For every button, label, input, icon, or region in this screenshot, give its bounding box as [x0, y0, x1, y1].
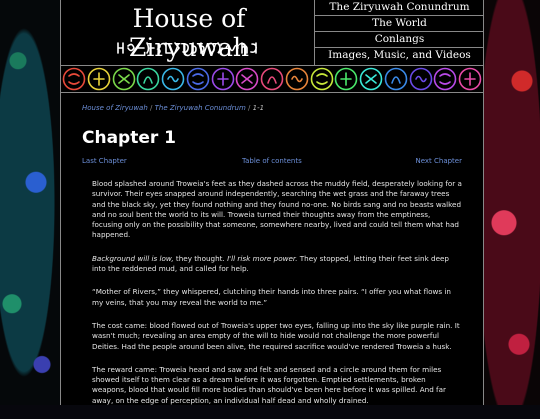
- chapter-navigation: [82, 157, 462, 169]
- main-content: [82, 104, 462, 419]
- main-nav: [314, 0, 484, 65]
- paragraph: “Mother of Rivers,” they whispered, clutching their hands into three pairs. “I offer you what flows in my veins, that you may reveal the world to me.”: [92, 287, 451, 307]
- sigil-icon: [260, 67, 284, 91]
- paragraph-text: they thought.: [173, 253, 228, 263]
- sigil-icon: [458, 67, 482, 91]
- next-chapter-link[interactable]: Next Chapter: [415, 157, 462, 165]
- site-header: [61, 0, 483, 66]
- page-frame: [60, 0, 484, 405]
- breadcrumb-current: 1-1: [252, 104, 265, 112]
- breadcrumb-separator: /: [248, 104, 251, 112]
- italic-thought: Background will is low,: [92, 253, 174, 263]
- breadcrumb-home-link[interactable]: House of Ziryuwah: [82, 104, 148, 112]
- site-brand[interactable]: [61, 0, 314, 65]
- nav-item-the-world[interactable]: The World: [315, 16, 484, 32]
- sigil-icon: [87, 67, 111, 91]
- sigil-icon: [334, 67, 358, 91]
- sigil-icon: [186, 67, 210, 91]
- nav-item-ziryuwah-conundrum[interactable]: The Ziryuwah Conundrum: [315, 0, 484, 16]
- sigil-icon: [235, 67, 259, 91]
- breadcrumb-section-link[interactable]: The Ziryuwah Conundrum: [154, 104, 246, 112]
- paragraph-text: They stopped, letting their feet sink deep into the reddened mud, and called for help.: [92, 253, 449, 274]
- sigil-icon: [62, 67, 86, 91]
- sigil-icon: [409, 67, 433, 91]
- page-title: Chapter 1: [82, 128, 177, 148]
- site-title[interactable]: House of Ziryuwah: [129, 4, 249, 62]
- sigil-icon: [211, 67, 235, 91]
- nav-item-images-music-videos[interactable]: Images, Music, and Videos: [328, 49, 471, 61]
- sigil-icon: [359, 67, 383, 91]
- paragraph: Blood splashed around Troweia's feet as they dashed across the muddy field, desperately looking for a survivor. Their eyes snapped around independently, searching the wet grass and the faraway trees and the black sky, yet they found nothing and they found no-one. No birds sang and no beasts walked and no soul bent the world to its will. Troweia turned their thoughts away from the emptiness, focusing only on the possibility that someone, somewhere nearby, lived and could tell them what had happened.: [92, 179, 462, 240]
- table-of-contents-link[interactable]: Table of contents: [242, 157, 302, 165]
- sigil-icon: [285, 67, 309, 91]
- sigil-banner: [61, 66, 483, 93]
- sigil-icon: [161, 67, 185, 91]
- breadcrumb-separator: /: [150, 104, 153, 112]
- chapter-body: [82, 179, 462, 406]
- paragraph: The cost came: blood flowed out of Troweia's upper two eyes, falling up into the sky like purple rain. It wasn't much; revealing an area empty of the will to hide would not challenge the more powerful Deities. Had the people around been alive, the required sacrifice would've rendered Troweia a husk.: [92, 320, 460, 351]
- sigil-icon: [112, 67, 136, 91]
- paragraph: The reward came: Troweia heard and saw and felt and sensed and a circle around them for miles showed itself to them clear as a dream before it was forgotten. Emptied settlements, broken weapons, blood that would fill more bodies than should've been here before it was spilled. And far away, on the edge of perception, an individual half dead and wholly drained.: [92, 364, 446, 405]
- sigil-icon: [136, 67, 160, 91]
- paragraph: [92, 254, 462, 275]
- right-background-art: [480, 0, 540, 405]
- italic-thought: I'll risk more power.: [227, 253, 298, 263]
- sigil-icon: [310, 67, 334, 91]
- breadcrumb: [82, 104, 462, 116]
- conlang-script-icon: [69, 38, 309, 58]
- left-background-art: [0, 0, 60, 405]
- sigil-icon: [433, 67, 457, 91]
- nav-item-conlangs[interactable]: Conlangs: [315, 32, 484, 48]
- prev-chapter-link[interactable]: Last Chapter: [82, 157, 127, 165]
- sigil-icon: [384, 67, 408, 91]
